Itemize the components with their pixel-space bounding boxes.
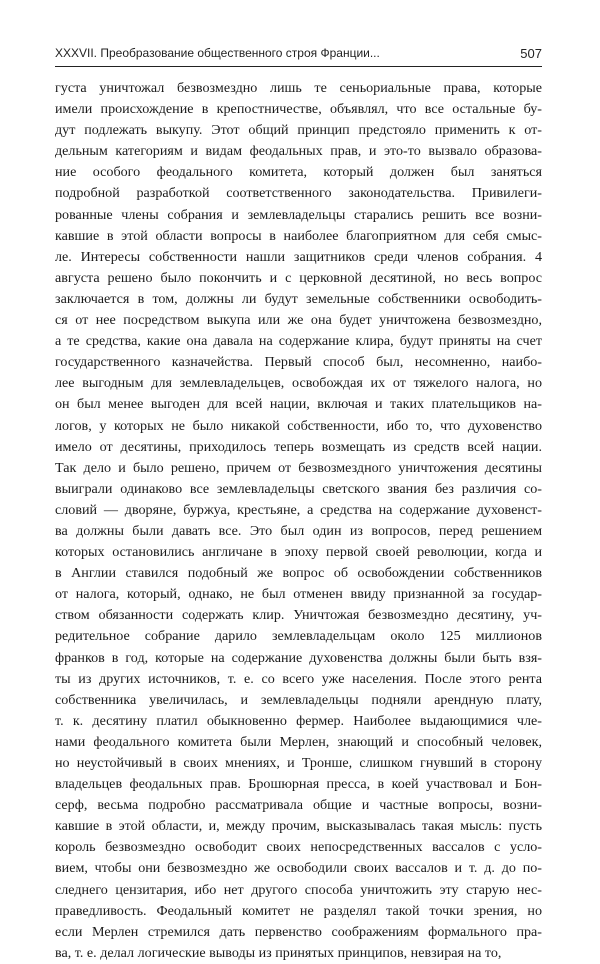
text-line: следнего цензитария, ибо нет другого способа уничтожить эту старую нес- (55, 881, 542, 898)
text-line: франков в год, которые на содержание духовенства должны были быть взя- (55, 649, 542, 666)
text-line: от налога, который, однако, не был отменен ввиду признанной за государ- (55, 586, 542, 603)
text-line: вием, чтобы они безвозмездно же освободили своих вассалов и т. д. до по- (55, 860, 542, 877)
text-line: словий — дворяне, буржуа, крестьяне, а средства на содержание духовенст- (55, 501, 542, 518)
running-title: XXXVII. Преобразование общественного строя Франции... (55, 46, 380, 60)
text-line: государственного казначейства. Первый способ был, несомненно, наибо- (55, 354, 542, 371)
text-line: в Англии ставился подобный же вопрос об освобождении собственников (55, 565, 542, 582)
text-line: он был менее выгоден для всей нации, включая и таких плательщиков на- (55, 396, 542, 413)
text-line: ты из других источников, т. е. со всего уже населения. После этого рента (55, 670, 542, 687)
text-line: ние особого феодального комитета, который должен был заняться (55, 164, 542, 181)
text-line: праведливость. Феодальный комитет не разделял такой точки зрения, но (55, 902, 542, 919)
page-number: 507 (520, 46, 542, 61)
text-line: имели происхождение в крепостничестве, объявлял, что все остальные бу- (55, 101, 542, 118)
text-line: редительное собрание дарило землевладельцам около 125 миллионов (55, 628, 542, 645)
text-line: логов, у которых не было никакой собственности, ибо то, что духовенство (55, 417, 542, 434)
text-line: собственника увеличилась, и землевладельцы подняли арендную плату, (55, 691, 542, 708)
text-line: ся от нее посредством выкупа или же она будет уничтожена безвозмездно, (55, 312, 542, 329)
text-line: которых остановились англичане в эпоху первой своей революции, когда и (55, 544, 542, 561)
text-line: лее выгодным для землевладельцев, освобождая их от тяжелого налога, но (55, 375, 542, 392)
text-line: подробной разработкой соответственного законодательства. Привилеги- (55, 185, 542, 202)
text-line: ва должны были давать все. Это был один из вопросов, перед решением (55, 522, 542, 539)
text-line: ва, т. е. делал логические выводы из принятых принципов, невзирая на то, (55, 944, 502, 961)
text-line: а те средства, какие она давала на содержание клира, будут приняты на счет (55, 333, 542, 350)
text-line: выиграли одинаково все землевладельцы светского звания без различия со- (55, 480, 542, 497)
text-line: заключается в том, должны ли будут земельные собственники освободить- (55, 290, 542, 307)
text-line: дельным категориям и видам феодальных прав, и это-то вызвало образова- (55, 143, 542, 160)
text-line: дут подлежать выкупу. Этот общий принцип предстояло применить к от- (55, 122, 542, 139)
text-line: ством обязанности содержать клир. Уничтожая безвозмездно десятину, уч- (55, 607, 542, 624)
running-header (55, 44, 542, 67)
text-line: т. к. десятину платил обыкновенно фермер. Наиболее выдающимися чле- (55, 712, 542, 729)
text-line: владельцев феодальных прав. Брошюрная пресса, в коей участвовал и Бон- (55, 776, 542, 793)
text-line: рованные члены собрания и землевладельцы старались решить все возни- (55, 206, 542, 223)
text-line: ле. Интересы собственности нашли защитников среди членов собрания. 4 (55, 248, 542, 265)
text-line: августа решено было покончить и с церковной десятиной, но весь вопрос (55, 269, 542, 286)
text-line: если Мерлен стремился дать первенство соображениям формального пра- (55, 923, 542, 940)
text-line: кавшие в этой области вопросы в наиболее благоприятном для себя смыс- (55, 227, 542, 244)
text-line: Так дело и было решено, причем от безвозмездного уничтожения десятины (55, 459, 542, 476)
text-line: король безвозмездно освободит своих непосредственных вассалов с усло- (55, 839, 542, 856)
body-text (55, 78, 542, 964)
text-line: нами феодального комитета были Мерлен, знающий и способный человек, (55, 733, 542, 750)
text-line: кавшие в этой области, и, между прочим, высказывалась такая мысль: пусть (55, 818, 542, 835)
text-line: серф, весьма подробно рассматривала общие и частные вопросы, возни- (55, 797, 542, 814)
text-line: густа уничтожал безвозмездно лишь те сеньориальные права, которые (55, 80, 542, 96)
text-line: но неустойчивый в своих мнениях, и Тронше, слишком гнувший в сторону (55, 755, 542, 771)
text-line: имело от десятины, приходилось теперь возмещать из средств всей нации. (55, 438, 542, 455)
